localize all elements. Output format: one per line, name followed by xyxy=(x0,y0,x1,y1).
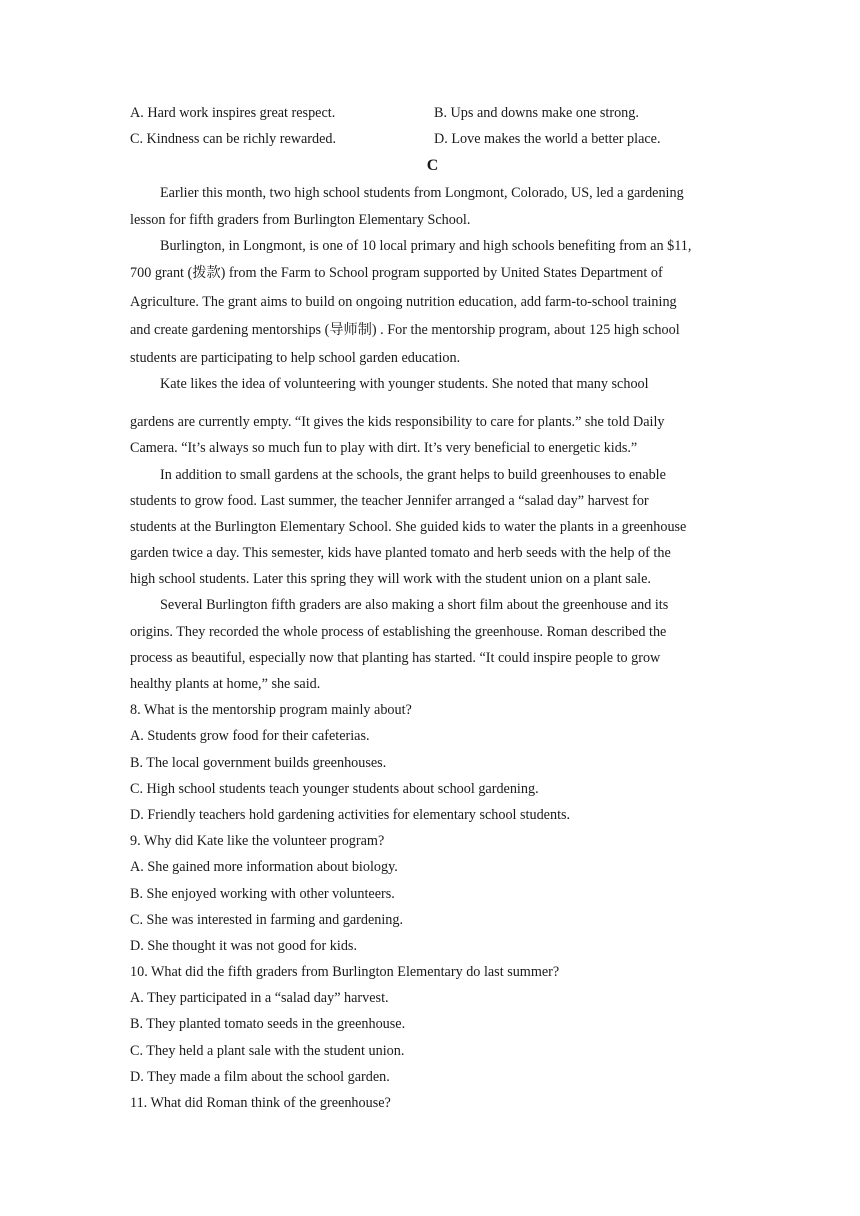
question-option: C. She was interested in farming and gardening. xyxy=(130,911,404,928)
exam-page xyxy=(130,100,735,1116)
question-stem: 9. Why did Kate like the volunteer program? xyxy=(130,833,385,850)
passage-line: Agriculture. The grant aims to build on ongoing nutrition education, add farm-to-school training xyxy=(130,293,677,310)
prev-options-row-2 xyxy=(130,126,735,152)
passage-line: process as beautiful, especially now that planting has started. “It could inspire people to grow xyxy=(130,649,661,666)
passage-line: In addition to small gardens at the schools, the grant helps to build greenhouses to enable xyxy=(160,466,666,483)
passage-line: gardens are currently empty. “It gives the kids responsibility to care for plants.” she told Daily xyxy=(130,414,665,431)
prev-option-b: B. Ups and downs make one strong. xyxy=(434,105,639,121)
passage-line: garden twice a day. This semester, kids have planted tomato and herb seeds with the help of the xyxy=(130,545,671,562)
passage-line: students are participating to help school garden education. xyxy=(130,349,461,366)
question-option: A. Students grow food for their cafeterias. xyxy=(130,728,370,745)
passage-line xyxy=(130,371,735,409)
section-heading: C xyxy=(426,157,439,175)
question-option: D. They made a film about the school garden. xyxy=(130,1068,390,1085)
prev-option-c: C. Kindness can be richly rewarded. xyxy=(130,131,337,148)
passage-line: Earlier this month, two high school students from Longmont, Colorado, US, led a gardening xyxy=(160,185,684,202)
prev-option-a: A. Hard work inspires great respect. xyxy=(130,105,336,121)
passage-line: Camera. “It’s always so much fun to play with dirt. It’s very beneficial to energetic kids.” xyxy=(130,440,638,457)
passage-line-text: Kate likes the idea of volunteering with younger students. She noted that many school xyxy=(160,376,649,393)
question-option: B. She enjoyed working with other volunteers. xyxy=(130,885,395,902)
prev-options-row-1 xyxy=(130,100,735,126)
question-stem: 11. What did Roman think of the greenhouse? xyxy=(130,1095,391,1111)
passage-line: Burlington, in Longmont, is one of 10 local primary and high schools benefiting from an $11, xyxy=(160,237,692,254)
passage-line: and create gardening mentorships (导师制) . For the mentorship program, about 125 high school xyxy=(130,321,680,338)
prev-option-d: D. Love makes the world a better place. xyxy=(434,131,661,148)
passage-line: high school students. Later this spring they will work with the student union on a plant sale. xyxy=(130,571,651,588)
question-option: B. They planted tomato seeds in the greenhouse. xyxy=(130,1016,406,1033)
passage-line: origins. They recorded the whole process of establishing the greenhouse. Roman described the xyxy=(130,623,667,640)
passage-line: students at the Burlington Elementary School. She guided kids to water the plants in a greenhouse xyxy=(130,518,687,535)
passage-line: students to grow food. Last summer, the teacher Jennifer arranged a “salad day” harvest for xyxy=(130,492,649,509)
question-option: A. She gained more information about biology. xyxy=(130,859,398,876)
question-option: B. The local government builds greenhouses. xyxy=(130,754,387,771)
question-option: D. Friendly teachers hold gardening activities for elementary school students. xyxy=(130,806,571,823)
question-option: A. They participated in a “salad day” harvest. xyxy=(130,990,389,1007)
question-option: C. High school students teach younger students about school gardening. xyxy=(130,780,539,797)
passage-line: 700 grant (拨款) from the Farm to School program supported by United States Department of xyxy=(130,264,663,281)
passage-line: lesson for fifth graders from Burlington Elementary School. xyxy=(130,211,471,228)
passage-line: healthy plants at home,” she said. xyxy=(130,676,321,692)
question-stem: 8. What is the mentorship program mainly about? xyxy=(130,702,412,719)
question-stem: 10. What did the fifth graders from Burlington Elementary do last summer? xyxy=(130,964,560,981)
passage-line: Several Burlington fifth graders are also making a short film about the greenhouse and its xyxy=(160,597,669,614)
question-option: C. They held a plant sale with the student union. xyxy=(130,1042,405,1059)
question-option: D. She thought it was not good for kids. xyxy=(130,937,357,954)
